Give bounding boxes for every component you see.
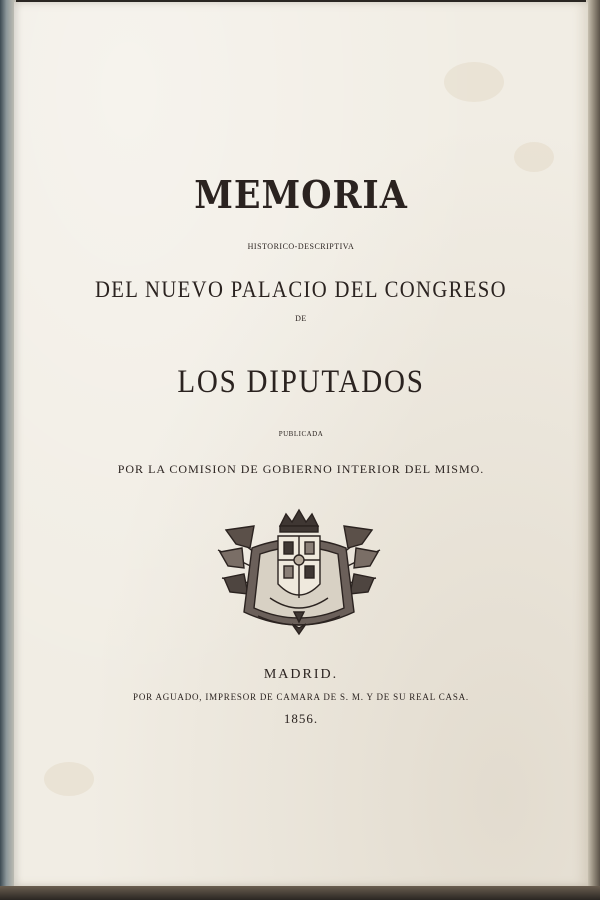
imprint-printer: POR AGUADO, IMPRESOR DE CAMARA DE S. M. Y DE SU REAL CASA.: [133, 692, 469, 702]
paper-stain: [444, 62, 504, 102]
subtitle-historico: HISTORICO-DESCRIPTIVA: [247, 242, 355, 251]
connector-de: DE: [295, 314, 307, 323]
paper-stain: [514, 142, 554, 172]
comision-line: POR LA COMISION DE GOBIERNO INTERIOR DEL MISMO.: [117, 462, 485, 476]
book-edge-bottom: [0, 886, 600, 900]
title-line-diputados: LOS DIPUTADOS: [177, 364, 425, 400]
title-page: [14, 2, 588, 886]
publicada-label: PUBLICADA: [278, 430, 324, 438]
page-stack-right: [586, 0, 600, 900]
imprint-city: MADRID.: [263, 667, 339, 682]
imprint-year: 1856.: [283, 711, 319, 726]
coat-of-arms-icon: [214, 508, 384, 640]
title-line-palacio: DEL NUEVO PALACIO DEL CONGRESO: [95, 277, 507, 302]
paper-stain: [44, 762, 94, 796]
title-memoria: MEMORIA: [194, 172, 408, 217]
